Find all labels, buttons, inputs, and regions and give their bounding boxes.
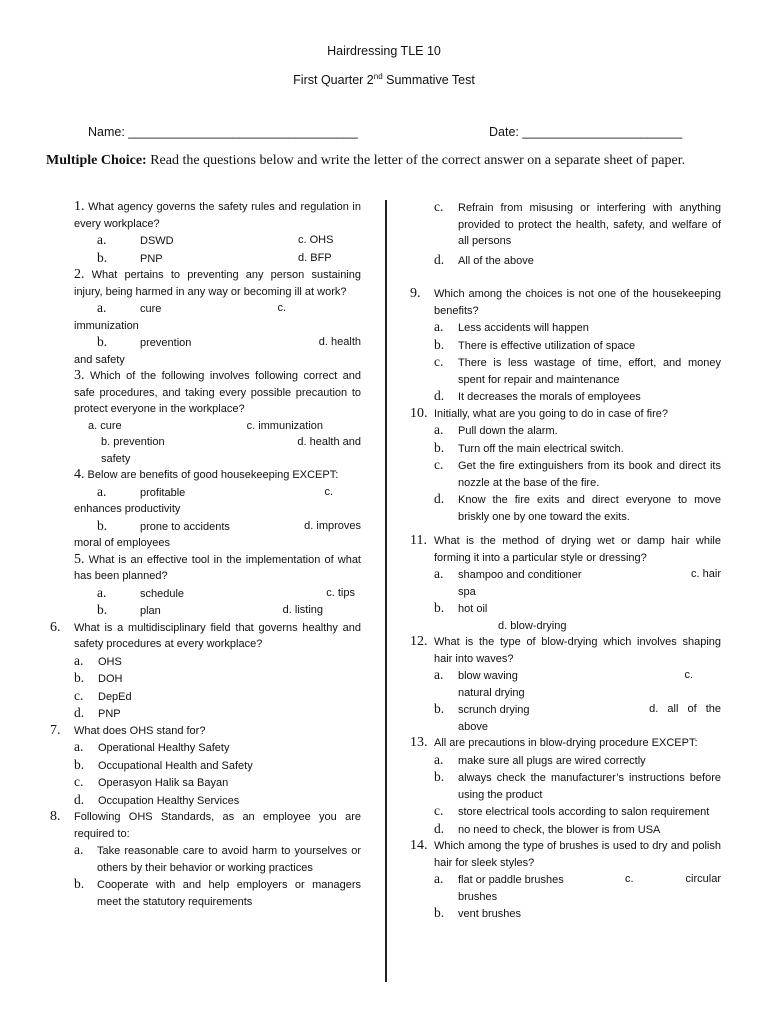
option-item: a. Take reasonable care to avoid harm to yourselves or others by their behavior or working practices bbox=[74, 842, 361, 874]
date-field: Date: _______________________ bbox=[489, 125, 683, 139]
option-item: a. make sure all plugs are wired correctly bbox=[434, 751, 646, 767]
instructions: Multiple Choice: Read the questions below and write the letter of the correct answer on a separate sheet of paper. bbox=[46, 153, 686, 168]
question-3: 3. Which of the following involves following correct and safe procedures, and taking every possible precaution to protect everyone in the workplace? bbox=[74, 368, 361, 415]
option-cont: immunization bbox=[74, 319, 139, 332]
option-item: b. There is effective utilization of space bbox=[434, 336, 636, 352]
worksheet-subtitle: First Quarter 2nd Summative Test bbox=[293, 72, 475, 88]
option-row: a. DSWD c. OHS bbox=[97, 232, 334, 247]
left-column bbox=[50, 199, 361, 910]
option-item: d. PNP bbox=[74, 705, 121, 720]
question-2: 2. What pertains to preventing any person sustaining injury, being harmed in any way or becoming ill at work? bbox=[74, 267, 361, 298]
option-cont: and safety bbox=[74, 353, 125, 366]
worksheet-title: Hairdressing TLE 10 bbox=[327, 44, 441, 58]
option-cont: safety bbox=[101, 452, 131, 465]
option-item: a. OHS bbox=[74, 652, 122, 668]
right-column bbox=[410, 199, 721, 923]
question-9: 9. Which among the choices is not one of the housekeeping benefits? bbox=[410, 286, 721, 317]
option-item: c. There is less wastage of time, effort, and money spent for repair and maintenance bbox=[434, 354, 721, 386]
option-item: c. Refrain from misusing or interfering with anything provided to protect the health, safety, and welfare of all persons bbox=[434, 199, 721, 247]
option-row: a. shampoo and conditioner c. hair bbox=[434, 566, 721, 581]
option-cont: spa bbox=[458, 585, 476, 598]
name-field: Name: _________________________________ bbox=[88, 125, 358, 139]
option-row: a. flat or paddle brushes c. circular bbox=[434, 871, 721, 886]
column-divider bbox=[385, 200, 387, 982]
question-6: 6. What is a multidisciplinary field that governs healthy and safety procedures at every workplace? bbox=[50, 619, 361, 650]
option-row: b. scrunch drying d. all of the bbox=[434, 701, 721, 716]
option-item: a. Operational Healthy Safety bbox=[74, 739, 230, 754]
option-item: a. Less accidents will happen bbox=[434, 319, 589, 334]
option-row: a. cure c. immunization bbox=[88, 419, 323, 432]
option-item: b. hot oil bbox=[434, 600, 488, 615]
option-item: d. Occupation Healthy Services bbox=[74, 791, 240, 807]
option-item: c. store electrical tools according to salon requirement bbox=[434, 803, 710, 818]
question-10: 10. Initially, what are you going to do in case of fire? bbox=[410, 405, 668, 421]
option-item: b. DOH bbox=[74, 670, 123, 685]
question-1: 1. What agency governs the safety rules and regulation in every workplace? bbox=[74, 199, 361, 230]
option-row: b. prevention d. health bbox=[97, 334, 361, 349]
option-item: b. Cooperate with and help employers or managers meet the statutory requirements bbox=[74, 876, 361, 908]
option-cont: moral of employees bbox=[74, 537, 170, 549]
question-14: 14. Which among the type of brushes is used to dry and polish hair for sleek styles? bbox=[410, 838, 721, 869]
option-item: a. Pull down the alarm. bbox=[434, 422, 558, 437]
question-8: 8. Following OHS Standards, as an employee you are required to: bbox=[50, 809, 361, 840]
option-item: d. It decreases the morals of employees bbox=[434, 388, 641, 403]
option-row: a. blow waving c. bbox=[434, 667, 693, 682]
question-4: 4. Below are benefits of good housekeeping EXCEPT: bbox=[74, 467, 339, 482]
question-7: 7. What does OHS stand for? bbox=[50, 722, 206, 738]
option-item: d. All of the above bbox=[434, 251, 534, 267]
option-cont: d. blow-drying bbox=[498, 619, 567, 632]
option-item: d. no need to check, the blower is from USA bbox=[434, 820, 661, 836]
option-row: b. prevention d. health and bbox=[101, 436, 361, 448]
option-row: b. prone to accidents d. improves bbox=[97, 517, 361, 533]
option-row: a. cure c. bbox=[97, 300, 286, 315]
option-row: a. schedule c. tips bbox=[97, 584, 355, 600]
option-item: b. Occupational Health and Safety bbox=[74, 756, 253, 772]
option-row: b. PNP d. BFP bbox=[97, 249, 332, 265]
option-item: c. DepEd bbox=[74, 687, 132, 703]
option-item: b. Turn off the main electrical switch. bbox=[434, 439, 624, 455]
option-item: c. Get the fire extinguishers from its book and direct its nozzle at the base of the fire. bbox=[434, 457, 721, 489]
option-row: a. profitable c. bbox=[97, 483, 333, 499]
option-cont: above bbox=[458, 720, 488, 733]
option-cont: natural drying bbox=[458, 686, 525, 699]
option-item: b. always check the manufacturer’s instructions before using the product bbox=[434, 769, 721, 801]
option-cont: enhances productivity bbox=[74, 503, 181, 515]
question-13: 13. All are precautions in blow-drying procedure EXCEPT: bbox=[410, 735, 698, 750]
option-row: b. plan d. listing bbox=[97, 602, 323, 617]
question-5: 5. What is an effective tool in the implementation of what has been planned? bbox=[74, 551, 361, 582]
option-item: d. Know the fire exits and direct everyone to move briskly one by one toward the exits. bbox=[434, 491, 721, 523]
question-12: 12. What is the type of blow-drying which involves shaping hair into waves? bbox=[410, 634, 721, 665]
question-11: 11. What is the method of drying wet or damp hair while forming it into a particular style or dressing? bbox=[410, 533, 721, 564]
option-cont: brushes bbox=[458, 890, 498, 903]
option-item: c. Operasyon Halik sa Bayan bbox=[74, 774, 229, 789]
option-item: b. vent brushes bbox=[434, 905, 521, 920]
